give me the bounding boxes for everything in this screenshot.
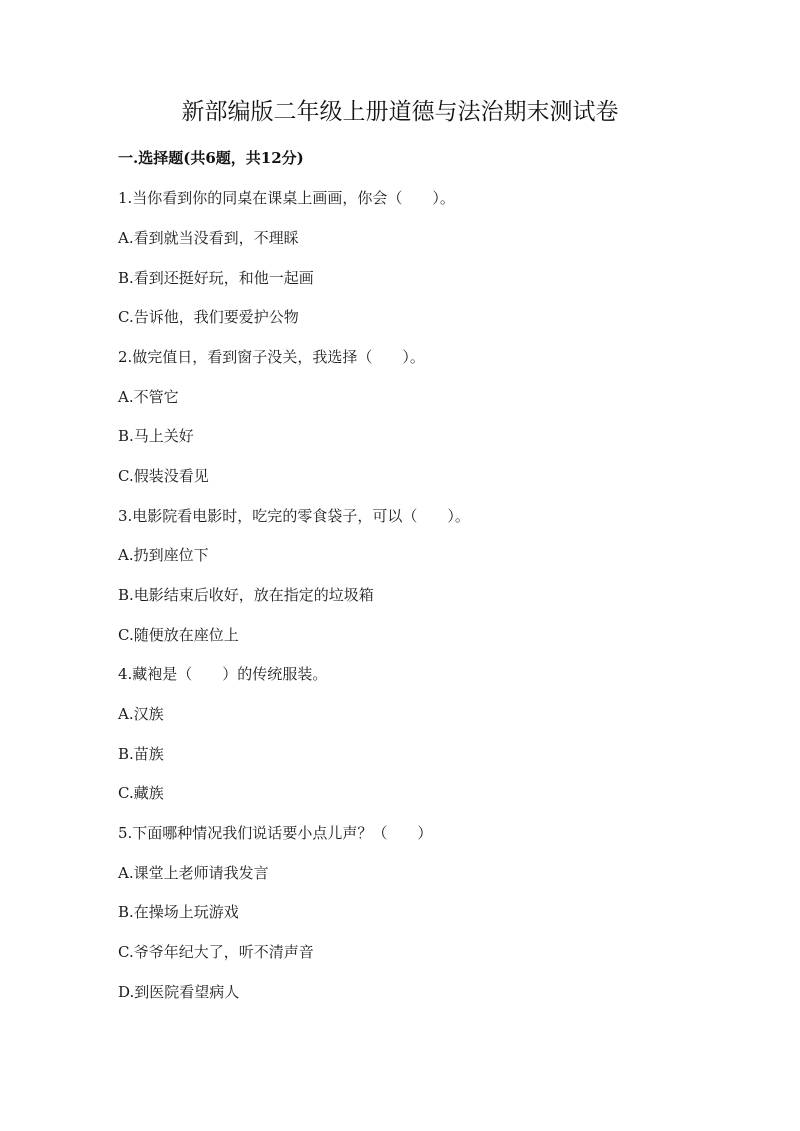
question-4-option-b: B.苗族 (118, 745, 164, 763)
question-5-option-b: B.在操场上玩游戏 (118, 903, 239, 921)
question-5-option-c: C.爷爷年纪大了，听不清声音 (118, 943, 314, 961)
question-3-option-c: C.随便放在座位上 (118, 626, 239, 644)
question-4-option-a: A.汉族 (118, 705, 164, 723)
question-2-option-c: C.假装没看见 (118, 467, 209, 485)
section-heading: 一.选择题(共6题，共12分) (118, 149, 304, 167)
question-stem-3: 3.电影院看电影时，吃完的零食袋子，可以（ ）。 (118, 507, 470, 525)
question-2-option-a: A.不管它 (118, 388, 179, 406)
question-stem-5: 5.下面哪种情况我们说话要小点儿声？（ ） (118, 824, 433, 842)
question-1-option-b: B.看到还挺好玩，和他一起画 (118, 269, 314, 287)
question-2-option-b: B.马上关好 (118, 427, 194, 445)
question-stem-4: 4.藏袍是（ ）的传统服装。 (118, 665, 328, 683)
question-1-option-c: C.告诉他，我们要爱护公物 (118, 308, 299, 326)
document-title: 新部编版二年级上册道德与法治期末测试卷 (181, 99, 619, 125)
question-3-option-b: B.电影结束后收好，放在指定的垃圾箱 (118, 586, 374, 604)
question-stem-2: 2.做完值日，看到窗子没关，我选择（ ）。 (118, 348, 425, 366)
question-5-option-d: D.到医院看望病人 (118, 983, 240, 1001)
question-1-option-a: A.看到就当没看到，不理睬 (118, 229, 299, 247)
question-5-option-a: A.课堂上老师请我发言 (118, 864, 269, 882)
question-3-option-a: A.扔到座位下 (118, 546, 209, 564)
question-stem-1: 1.当你看到你的同桌在课桌上画画，你会（ ）。 (118, 189, 455, 207)
question-4-option-c: C.藏族 (118, 784, 164, 802)
